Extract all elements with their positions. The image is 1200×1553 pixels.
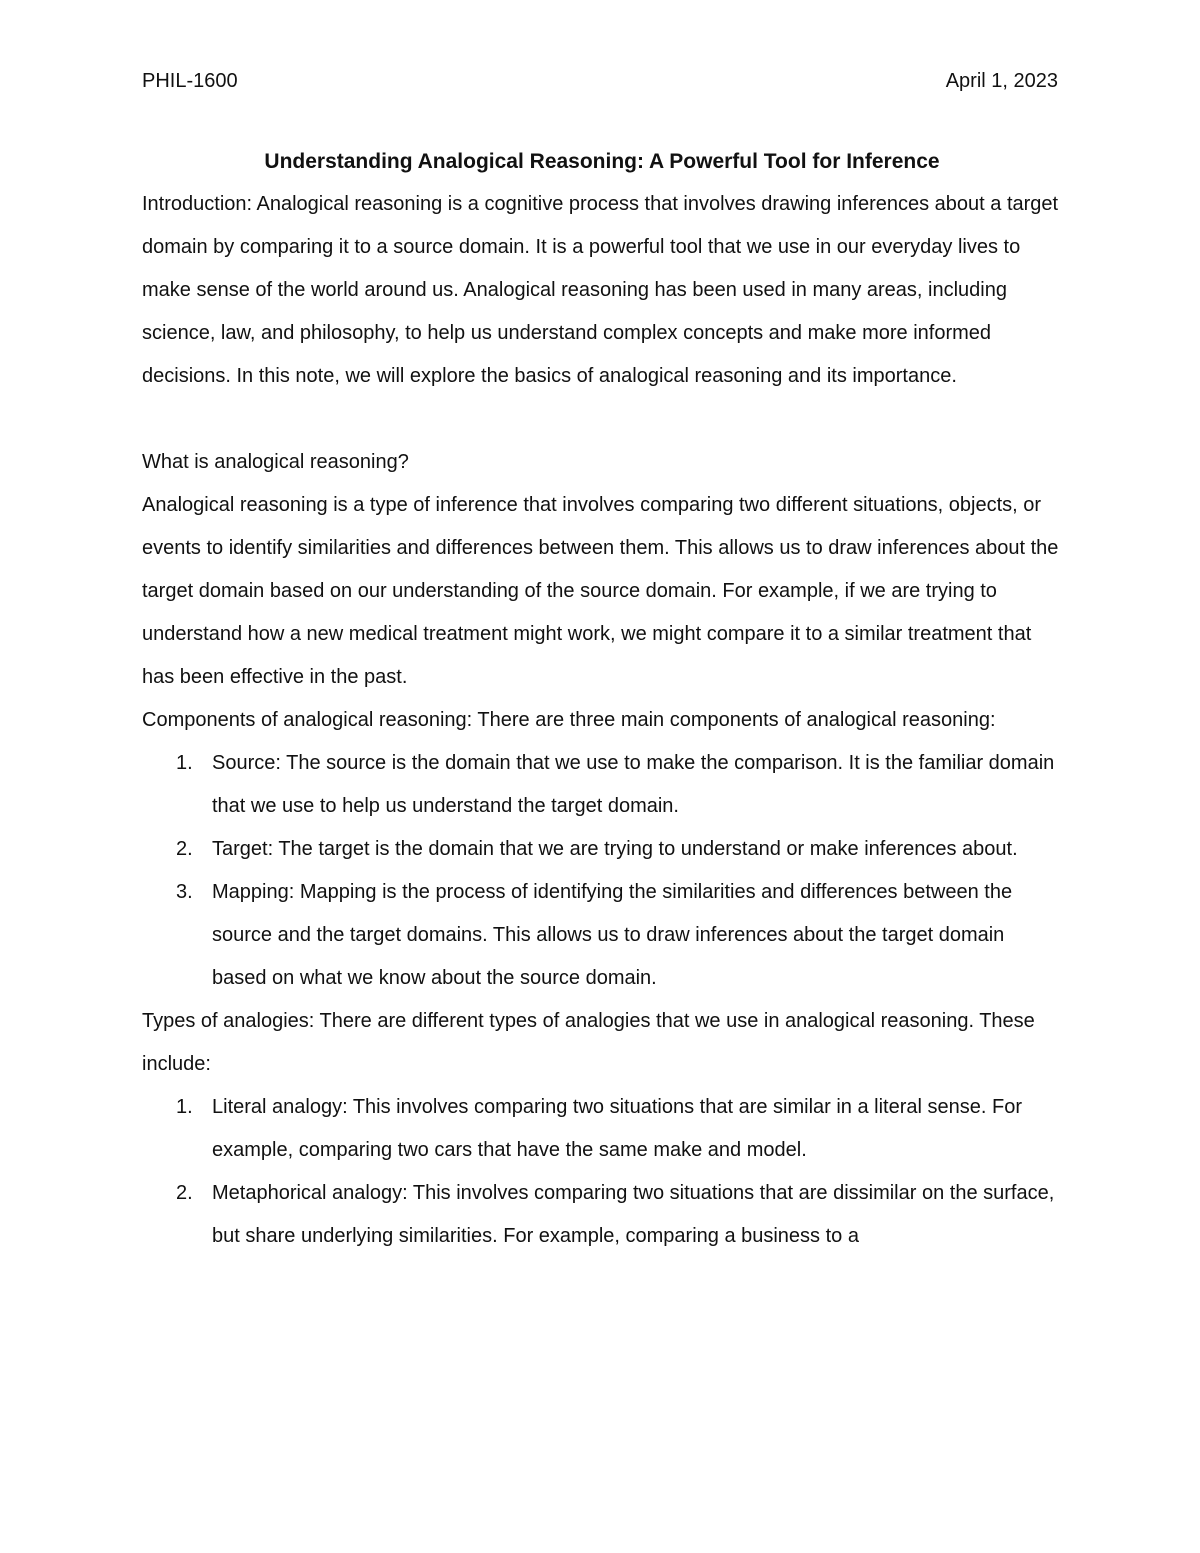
types-list: [142, 1086, 1062, 1258]
list-item: [142, 742, 1062, 828]
list-item: [142, 871, 1062, 1000]
list-text: Mapping: Mapping is the process of identifying the similarities and differences between the source and the target domains. This allows us to draw inferences about the target domain based on what we know about the source domain.: [212, 881, 1013, 989]
intro-paragraph: Introduction: Analogical reasoning is a cognitive process that involves drawing inferences about a target domain by comparing it to a source domain. It is a powerful tool that we use in our everyday lives to make sense of the world around us. Analogical reasoning has been used in many areas, including science, law, and philosophy, to help us understand complex concepts and make more informed decisions. In this note, we will explore the basics of analogical reasoning and its importance.: [142, 193, 1059, 387]
page-header: [142, 70, 1058, 100]
list-number: 2.: [176, 1182, 193, 1204]
list-item: [142, 828, 1062, 871]
course-code: PHIL-1600: [142, 70, 238, 92]
list-text: Target: The target is the domain that we are trying to understand or make inferences about.: [212, 838, 1018, 860]
components-intro: Components of analogical reasoning: There are three main components of analogical reasoning:: [142, 709, 996, 731]
document-title: Understanding Analogical Reasoning: A Powerful Tool for Inference: [264, 150, 940, 173]
list-number: 1.: [176, 1096, 193, 1118]
components-list: [142, 742, 1062, 1000]
list-item: [142, 1086, 1062, 1172]
what-paragraph: Analogical reasoning is a type of inference that involves comparing two different situations, objects, or events to identify similarities and differences between them. This allows us to draw inferences about the target domain based on our understanding of the source domain. For example, if we are trying to understand how a new medical treatment might work, we might compare it to a similar treatment that has been effective in the past.: [142, 494, 1059, 688]
document-date: April 1, 2023: [945, 70, 1058, 92]
list-number: 1.: [176, 752, 193, 774]
paragraph-spacer: [142, 398, 1062, 441]
list-text: Literal analogy: This involves comparing two situations that are similar in a literal sense. For example, comparing two cars that have the same make and model.: [212, 1096, 1022, 1161]
list-item: [142, 1172, 1062, 1258]
types-intro: Types of analogies: There are different types of analogies that we use in analogical reasoning. These include:: [142, 1010, 1035, 1075]
list-number: 2.: [176, 838, 193, 860]
list-text: Metaphorical analogy: This involves comparing two situations that are dissimilar on the surface, but share underlying similarities. For example, comparing a business to a: [212, 1182, 1055, 1247]
list-number: 3.: [176, 881, 193, 903]
list-text: Source: The source is the domain that we use to make the comparison. It is the familiar domain that we use to help us understand the target domain.: [212, 752, 1055, 817]
section-heading-what: What is analogical reasoning?: [142, 451, 409, 473]
document-body: [142, 140, 1062, 1258]
